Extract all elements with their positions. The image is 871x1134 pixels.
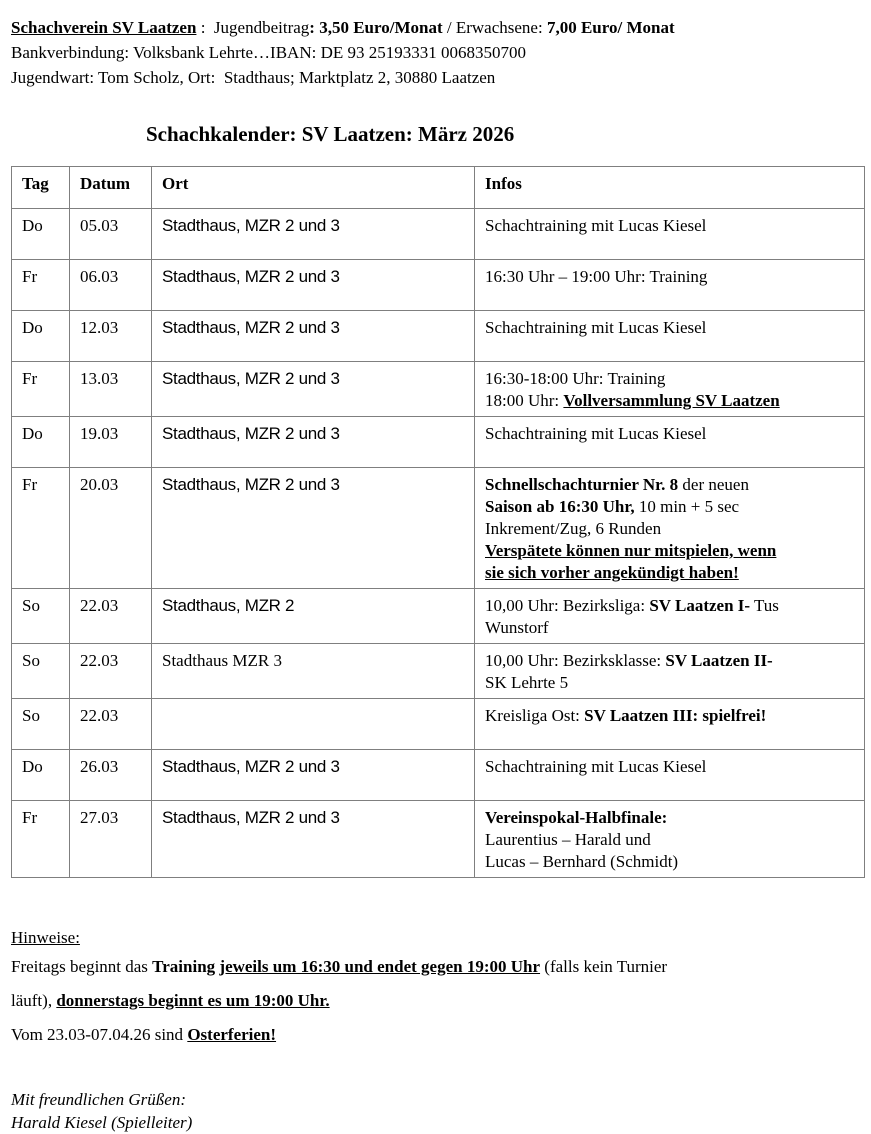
cell-infos (475, 468, 865, 589)
info-line (485, 390, 856, 412)
cell-ort: Stadthaus, MZR 2 und 3 (152, 750, 475, 801)
text-segment: 16:30 Uhr – 19:00 Uhr: Training (485, 267, 708, 286)
text-segment: Lucas – Bernhard (Schmidt) (485, 852, 679, 871)
cell-datum: 06.03 (70, 260, 152, 311)
cell-infos (475, 209, 865, 260)
cell-tag: Fr (12, 468, 70, 589)
cell-ort: Stadthaus, MZR 2 und 3 (152, 417, 475, 468)
cell-tag: Fr (12, 260, 70, 311)
text-segment: Schachtraining mit Lucas Kiesel (485, 318, 707, 337)
text-segment: Training (152, 957, 220, 976)
cell-infos (475, 417, 865, 468)
info-line (485, 540, 856, 562)
cell-datum: 05.03 (70, 209, 152, 260)
info-line (485, 266, 856, 288)
cell-datum: 19.03 (70, 417, 152, 468)
info-line (485, 423, 856, 445)
table-row (12, 417, 865, 468)
info-line (485, 650, 856, 672)
cell-infos (475, 311, 865, 362)
notes-heading (11, 925, 863, 950)
text-segment: : 3,50 Euro/Monat (309, 18, 443, 37)
header-line-jugendwart: Jugendwart: Tom Scholz, Ort: Stadthaus; Marktplatz 2, 30880 Laatzen (11, 68, 496, 87)
calendar-table-body (12, 209, 865, 878)
text-segment: SV Laatzen II- (665, 651, 773, 670)
cell-datum: 13.03 (70, 362, 152, 417)
text-segment: 16:30-18:00 Uhr: Training (485, 369, 666, 388)
cell-datum: 12.03 (70, 311, 152, 362)
text-segment: Schachtraining mit Lucas Kiesel (485, 757, 707, 776)
text-segment: läuft), (11, 991, 57, 1010)
info-line (485, 215, 856, 237)
text-segment: sie sich vorher angekündigt haben! (485, 563, 739, 582)
info-line (485, 496, 856, 518)
text-segment: Schachtraining mit Lucas Kiesel (485, 424, 707, 443)
calendar-table (11, 166, 865, 878)
cell-datum: 22.03 (70, 644, 152, 699)
info-line (485, 368, 856, 390)
closing-signature: Harald Kiesel (Spielleiter) (11, 1113, 193, 1132)
cell-ort: Stadthaus, MZR 2 und 3 (152, 801, 475, 878)
cell-infos (475, 260, 865, 311)
info-line (485, 474, 856, 496)
text-segment: : Jugendbeitrag (196, 18, 310, 37)
text-segment: der neuen (678, 475, 749, 494)
cell-ort: Stadthaus, MZR 2 und 3 (152, 468, 475, 589)
cell-tag: So (12, 699, 70, 750)
text-segment: Tus (750, 596, 779, 615)
table-row (12, 801, 865, 878)
note-training-line-1 (11, 950, 863, 984)
text-segment: Schachverein SV Laatzen (11, 18, 197, 37)
cell-tag: Fr (12, 362, 70, 417)
cell-infos (475, 362, 865, 417)
cell-tag: Do (12, 209, 70, 260)
table-row (12, 209, 865, 260)
cell-ort: Stadthaus, MZR 2 und 3 (152, 362, 475, 417)
cell-tag: So (12, 589, 70, 644)
text-segment: Schnellschachturnier Nr. 8 (485, 475, 679, 494)
text-segment: 18:00 Uhr: (485, 391, 564, 410)
table-row (12, 699, 865, 750)
cell-ort: Stadthaus MZR 3 (152, 644, 475, 699)
text-segment: Hinweise: (11, 928, 80, 947)
text-segment: Vollversammlung SV Laatzen (563, 391, 780, 410)
info-line (485, 705, 856, 727)
note-training-line-2 (11, 984, 863, 1018)
text-segment: jeweils um 16:30 und endet gegen 19:00 Uhr (219, 957, 541, 976)
table-row (12, 362, 865, 417)
cell-datum: 22.03 (70, 589, 152, 644)
table-row (12, 589, 865, 644)
cell-tag: Fr (12, 801, 70, 878)
info-line (485, 562, 856, 584)
cell-infos (475, 589, 865, 644)
closing-section (11, 1088, 863, 1134)
table-row (12, 311, 865, 362)
text-segment: SV Laatzen III: spielfrei! (584, 706, 767, 725)
header-line-bank: Bankverbindung: Volksbank Lehrte…IBAN: DE 93 25193331 0068350700 (11, 43, 526, 62)
text-segment: SV Laatzen I- (649, 596, 751, 615)
cell-tag: Do (12, 311, 70, 362)
cell-ort (152, 699, 475, 750)
text-segment: Laurentius – Harald und (485, 830, 651, 849)
text-segment: (falls kein Turnier (540, 957, 668, 976)
text-segment: SK Lehrte 5 (485, 673, 569, 692)
cell-tag: Do (12, 417, 70, 468)
info-line (485, 829, 856, 851)
cell-ort: Stadthaus, MZR 2 und 3 (152, 260, 475, 311)
info-line (485, 518, 856, 540)
text-segment: Vereinspokal-Halbfinale: (485, 808, 668, 827)
cell-datum: 20.03 (70, 468, 152, 589)
info-line (485, 317, 856, 339)
text-segment: 7,00 Euro/ Monat (546, 18, 675, 37)
cell-infos (475, 699, 865, 750)
text-segment: Vom 23.03-07.04.26 sind (11, 1025, 188, 1044)
text-segment: Freitags beginnt das (11, 957, 153, 976)
info-line (485, 672, 856, 694)
text-segment: Saison ab 16:30 Uhr, (485, 497, 635, 516)
cell-tag: So (12, 644, 70, 699)
column-header-tag: Tag (12, 167, 70, 209)
table-row (12, 260, 865, 311)
column-header-infos: Infos (475, 167, 865, 209)
text-segment: Wunstorf (485, 618, 549, 637)
cell-ort: Stadthaus, MZR 2 und 3 (152, 209, 475, 260)
text-segment: Verspätete können nur mitspielen, wenn (485, 541, 777, 560)
info-line (485, 807, 856, 829)
column-header-ort: Ort (152, 167, 475, 209)
cell-ort: Stadthaus, MZR 2 und 3 (152, 311, 475, 362)
info-line (485, 851, 856, 873)
cell-datum: 26.03 (70, 750, 152, 801)
table-header-row (12, 167, 865, 209)
text-segment: donnerstags beginnt es um 19:00 Uhr. (56, 991, 330, 1010)
cell-infos (475, 644, 865, 699)
header-line-club (11, 15, 863, 40)
closing-greeting: Mit freundlichen Grüßen: (11, 1090, 186, 1109)
text-segment: Inkrement/Zug, 6 Runden (485, 519, 662, 538)
text-segment: Kreisliga Ost: (485, 706, 585, 725)
page-title: Schachkalender: SV Laatzen: März 2026 (146, 122, 515, 146)
column-header-datum: Datum (70, 167, 152, 209)
cell-infos (475, 801, 865, 878)
info-line (485, 756, 856, 778)
cell-infos (475, 750, 865, 801)
text-segment: 10,00 Uhr: Bezirksklasse: (485, 651, 666, 670)
info-line (485, 617, 856, 639)
text-segment: 10 min + 5 sec (634, 497, 740, 516)
cell-ort: Stadthaus, MZR 2 (152, 589, 475, 644)
table-row (12, 468, 865, 589)
table-row (12, 750, 865, 801)
text-segment: / Erwachsene: (442, 18, 547, 37)
notes-section (11, 925, 863, 1052)
info-line (485, 595, 856, 617)
table-row (12, 644, 865, 699)
text-segment: Osterferien! (187, 1025, 277, 1044)
document-header (11, 15, 863, 90)
note-osterferien (11, 1018, 863, 1052)
cell-datum: 22.03 (70, 699, 152, 750)
text-segment: 10,00 Uhr: Bezirksliga: (485, 596, 650, 615)
text-segment: Schachtraining mit Lucas Kiesel (485, 216, 707, 235)
cell-tag: Do (12, 750, 70, 801)
cell-datum: 27.03 (70, 801, 152, 878)
